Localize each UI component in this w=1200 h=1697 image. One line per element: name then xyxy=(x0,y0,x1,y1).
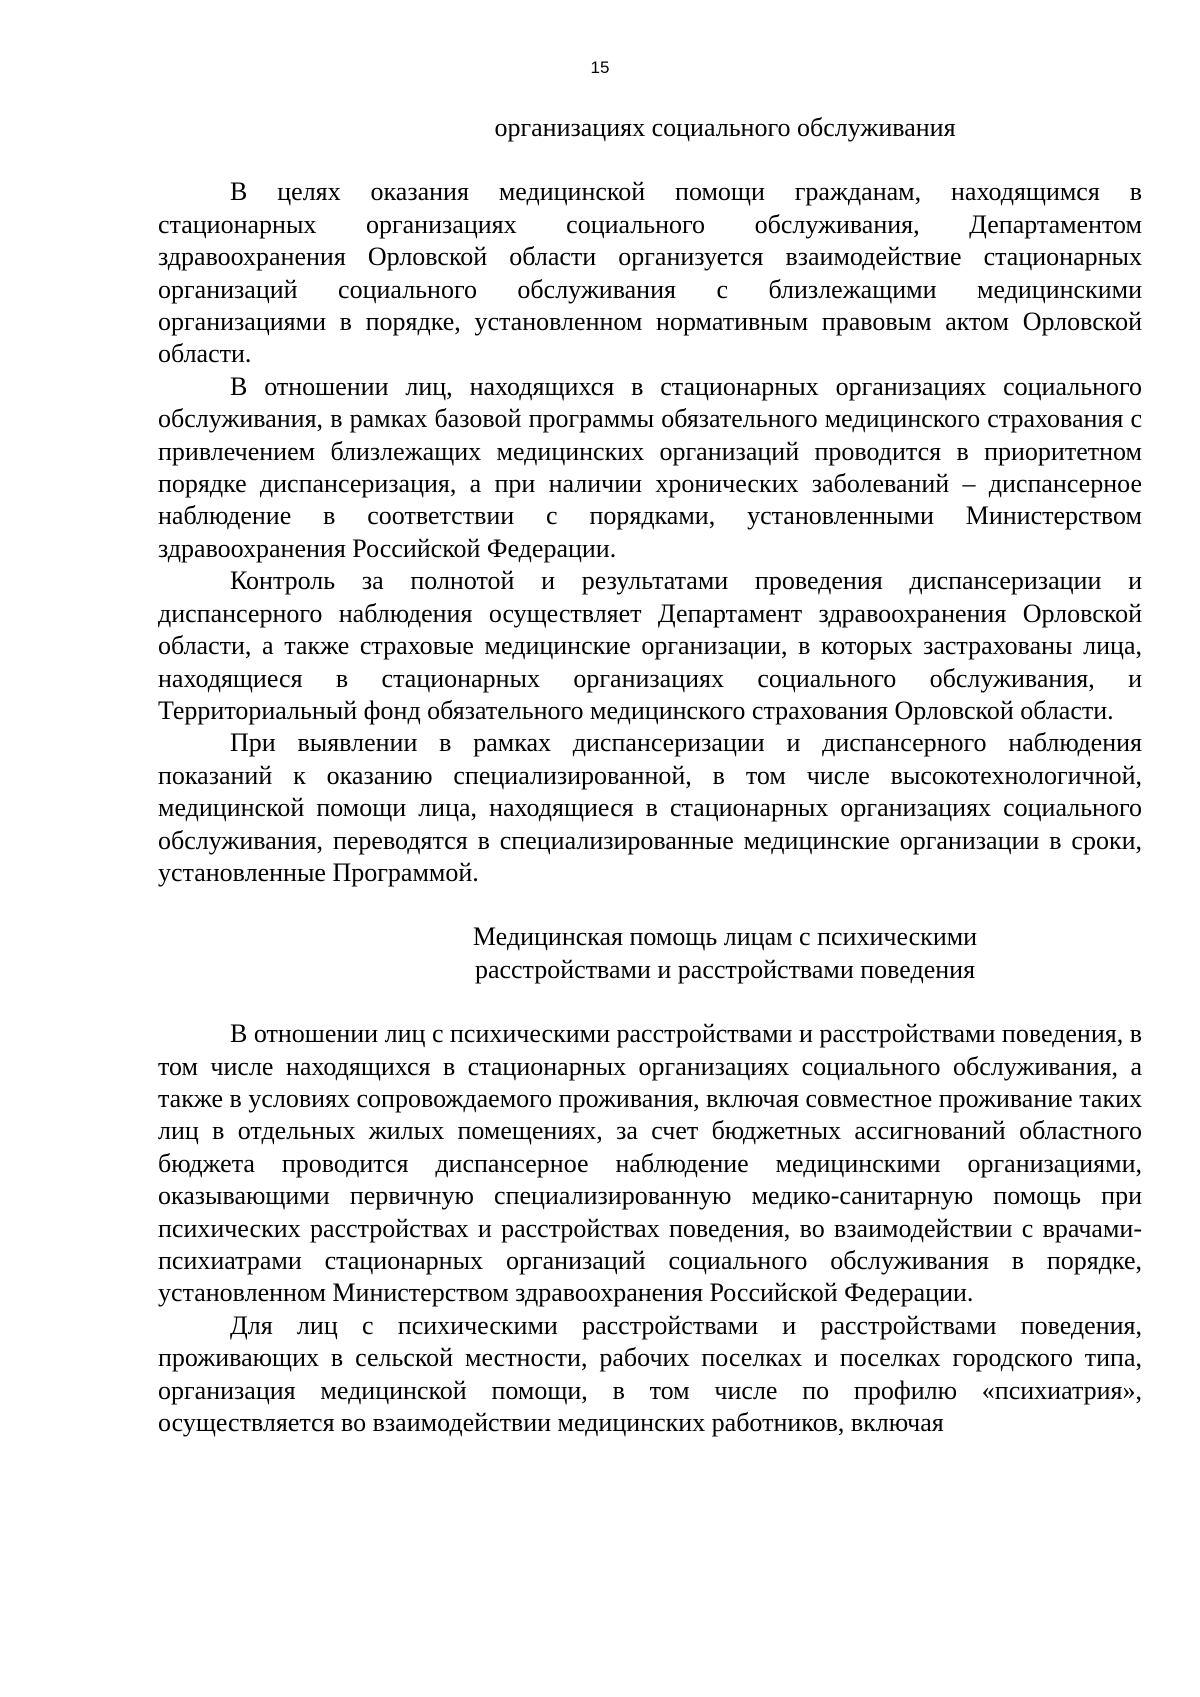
section-heading-line-1: Медицинская помощь лицам с психическими xyxy=(472,922,978,952)
section-heading-line-2: расстройствами и расстройствами поведения xyxy=(474,954,976,984)
paragraph: В отношении лиц с психическими расстройствами и расстройствами поведения, в том числе находящихся в стационарных организациях социального обслуживания, а также в условиях сопровождаемого проживания, включая совместное проживание таких лиц в отдельных жилых помещениях, за счет бюджетных ассигнований областного бюджета проводится диспансерное наблюдение медицинскими организациями, оказывающими первичную специализированную медико-санитарную помощь при психических расстройствах и расстройствах поведения, во взаимодействии с врачами-психиатрами стационарных организаций социального обслуживания в порядке, установленном Министерством здравоохранения Российской Федерации. xyxy=(158,1019,1142,1308)
section-heading-mental-disorders xyxy=(158,921,1142,986)
section-heading-social-organizations: организациях социального обслуживания xyxy=(494,113,956,142)
paragraph: Для лиц с психическими расстройствами и расстройствами поведения, проживающих в сельской местности, рабочих поселках и поселках городского типа, организация медицинской помощи, в том числе по профилю «психиатрия», осуществляется во взаимодействии медицинских работников, включая xyxy=(158,1310,1142,1438)
paragraph: В целях оказания медицинской помощи гражданам, находящимся в стационарных организациях социального обслуживания, Департаментом здравоохранения Орловской области организуется взаимодействие стационарных организаций социального обслуживания с близлежащими медицинскими организациями в порядке, установленном нормативным правовым актом Орловской области. xyxy=(158,177,1142,369)
page-number: 15 xyxy=(590,58,610,77)
paragraph: Контроль за полнотой и результатами проведения диспансеризации и диспансерного наблюдения осуществляет Департамент здравоохранения Орловской области, а также страховые медицинские организации, в которых застрахованы лица, находящиеся в стационарных организациях социального обслуживания, и Территориальный фонд обязательного медицинского страхования Орловской области. xyxy=(158,566,1142,725)
paragraph: В отношении лиц, находящихся в стационарных организациях социального обслуживания, в рамках базовой программы обязательного медицинского страхования с привлечением близлежащих медицинских организаций проводится в приоритетном порядке диспансеризация, а при наличии хронических заболеваний – диспансерное наблюдение в соответствии с порядками, установленными Министерством здравоохранения Российской Федерации. xyxy=(158,371,1142,563)
paragraph: При выявлении в рамках диспансеризации и диспансерного наблюдения показаний к оказанию специализированной, в том числе высокотехнологичной, медицинской помощи лица, находящиеся в стационарных организациях социального обслуживания, переводятся в специализированные медицинские организации в сроки, установленные Программой. xyxy=(158,728,1142,887)
document-body xyxy=(158,112,1142,1439)
